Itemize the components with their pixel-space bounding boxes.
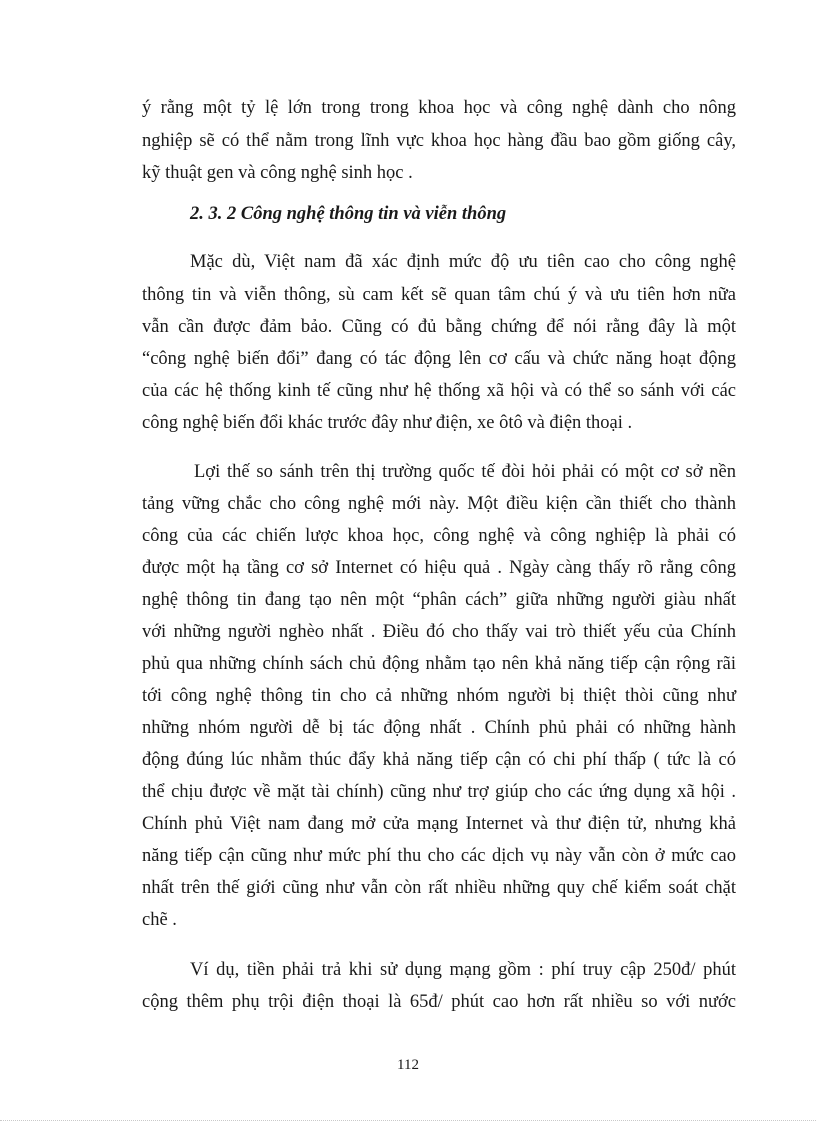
text-line: nghiệp sẽ có thể nằm trong lĩnh vực khoa học hàng đầu bao gồm giống cây, [142,131,736,151]
text-line: tới công nghệ thông tin cho cả những nhóm người bị thiệt thòi cũng như [142,686,736,706]
text-line: công của các chiến lược khoa học, công nghệ và công nghiệp là phải có [142,526,736,546]
page-bottom-border [0,1120,816,1121]
text-line: vẫn cần được đảm bảo. Cũng có đủ bằng chứng để nói rằng đây là một [142,317,736,337]
text-line: được một hạ tầng cơ sở Internet có hiệu quả . Ngày càng thấy rõ rằng công [142,558,736,578]
text-line: nhất trên thế giới cũng như vẫn còn rất nhiều những quy chế kiểm soát chặt [142,878,736,898]
text-line: Mặc dù, Việt nam đã xác định mức độ ưu tiên cao cho công nghệ [190,252,736,272]
text-line: với những người nghèo nhất . Điều đó cho thấy vai trò thiết yếu của Chính [142,622,736,642]
text-line: “công nghệ biến đổi” đang có tác động lên cơ cấu và chức năng hoạt động [142,349,736,369]
text-line: thông tin và viễn thông, sù cam kết sẽ quan tâm chú ý và ưu tiên hơn nữa [142,285,736,305]
page-number: 112 [397,1057,419,1073]
text-line: phủ qua những chính sách chủ động nhằm tạo nên khả năng tiếp cận rộng rãi [142,654,736,674]
text-line: Ví dụ, tiền phải trả khi sử dụng mạng gồm : phí truy cập 250đ/ phút [190,960,736,980]
text-line: ý rằng một tỷ lệ lớn trong trong khoa học và công nghệ dành cho nông [142,98,736,118]
text-line: Chính phủ Việt nam đang mở cửa mạng Internet và thư điện tử, nhưng khả [142,814,736,834]
text-line: động đúng lúc nhằm thúc đẩy khả năng tiếp cận có chi phí thấp ( tức là có [142,750,736,770]
text-line: của các hệ thống kinh tế cũng như hệ thống xã hội và có thể so sánh với các [142,381,736,401]
text-line: những nhóm người dễ bị tác động nhất . Chính phủ phải có những hành [142,718,736,738]
text-line: thể chịu được về mặt tài chính) cũng như trợ giúp cho các ứng dụng xã hội . [142,782,736,802]
text-line: Lợi thế so sánh trên thị trường quốc tế đòi hỏi phải có một cơ sở nền [194,462,736,482]
text-line: năng tiếp cận cũng như mức phí thu cho các dịch vụ này vẫn còn ở mức cao [142,846,736,866]
text-line: cộng thêm phụ trội điện thoại là 65đ/ phút cao hơn rất nhiều so với nước [142,992,736,1012]
text-line: tảng vững chắc cho công nghệ mới này. Một điều kiện cần thiết cho thành [142,494,736,514]
text-line: công nghệ biến đổi khác trước đây như điện, xe ôtô và điện thoại . [142,413,633,433]
text-line: nghệ thông tin đang tạo nên một “phân cách” giữa những người giàu nhất [142,590,736,610]
text-line: kỹ thuật gen và công nghệ sinh học . [142,163,413,183]
text-line: chẽ . [142,910,177,930]
section-heading: 2. 3. 2 Công nghệ thông tin và viễn thông [190,204,507,224]
